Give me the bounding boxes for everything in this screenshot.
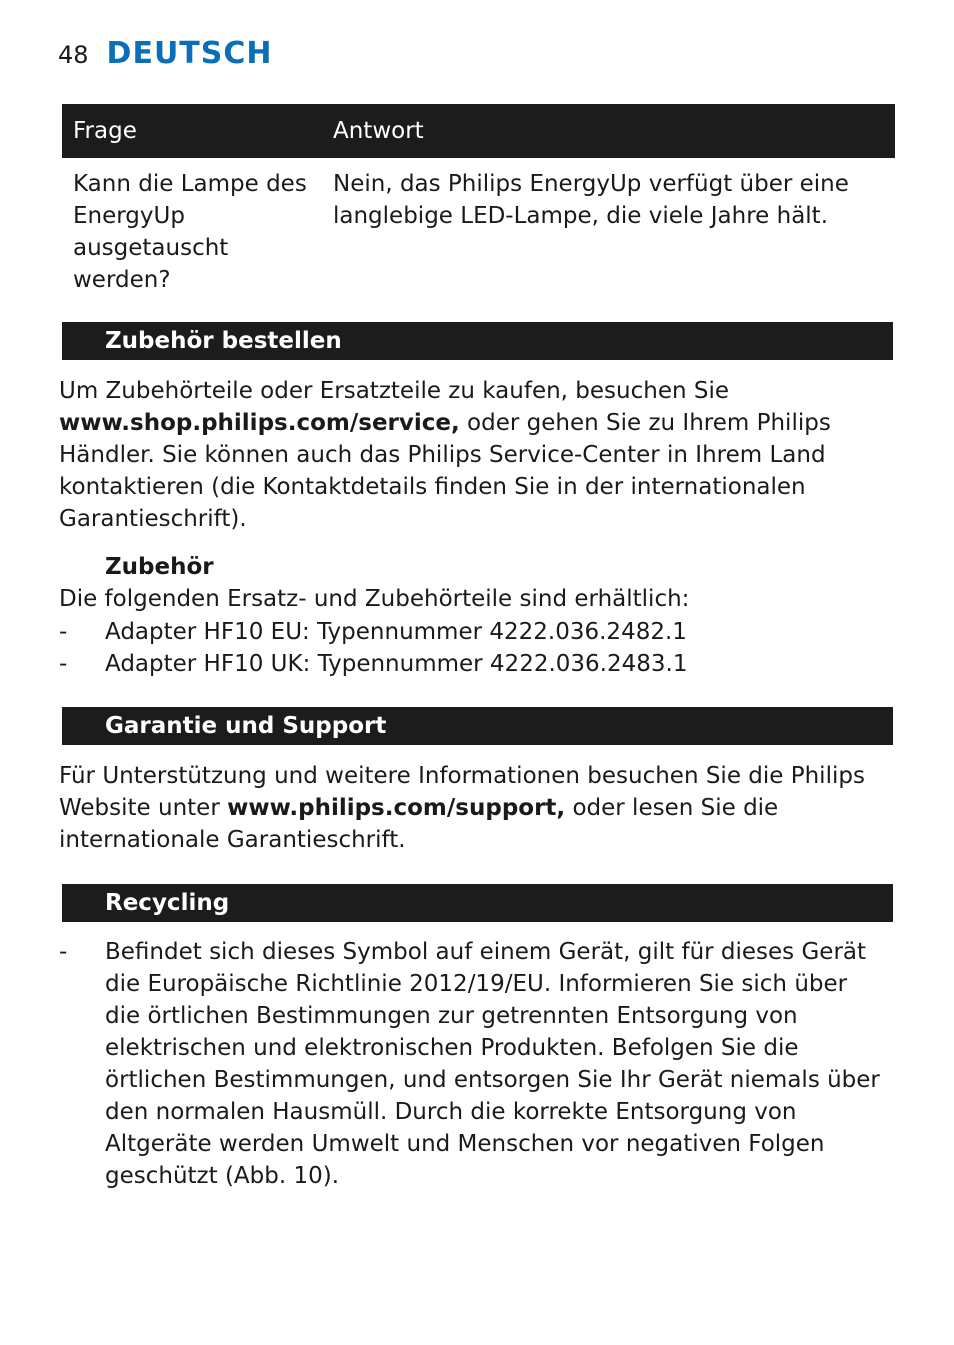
faq-question: Kann die Lampe des EnergyUp ausgetauscht werden? (73, 171, 307, 293)
support-paragraph (59, 760, 889, 856)
language-title: DEUTSCH (106, 36, 273, 71)
list-dash: - (59, 651, 68, 677)
faq-col-question: Frage (73, 118, 137, 144)
accessories-subheading: Zubehör (105, 554, 214, 580)
section-heading-recycling: Recycling (62, 884, 893, 922)
list-item (59, 648, 889, 680)
list-dash: - (59, 619, 68, 645)
support-link[interactable]: www.philips.com/support, (227, 795, 566, 821)
accessory-item: Adapter HF10 EU: Typennummer 4222.036.2482.1 (105, 619, 687, 645)
table-row (62, 158, 895, 296)
order-text-start: Um Zubehörteile oder Ersatzteile zu kaufen, besuchen Sie (59, 378, 730, 404)
faq-answer: Nein, das Philips EnergyUp verfügt über eine langlebige LED-Lampe, die viele Jahre hält. (333, 171, 849, 229)
list-dash: - (59, 939, 68, 965)
list-item (59, 616, 889, 648)
list-item (59, 936, 889, 1192)
recycling-text: Befindet sich dieses Symbol auf einem Gerät, gilt für dieses Gerät die Europäische Richtlinie 2012/19/EU. Informieren Sie sich über die örtlichen Bestimmungen zur getrennten Entsorgung von elektrischen und elektronischen Produkten. Befolgen Sie die örtlichen Bestimmungen, und entsorgen Sie Ihr Gerät niemals über den normalen Hausmüll. Durch die korrekte Entsorgung von Altgeräte werden Umwelt und Menschen vor negativen Folgen geschützt (Abb. 10). (105, 939, 880, 1189)
accessory-item: Adapter HF10 UK: Typennummer 4222.036.2483.1 (105, 651, 688, 677)
support-text-start: Für Unterstützung und weitere Informationen besuchen Sie die Philips Website unter (59, 763, 865, 821)
faq-col-answer: Antwort (333, 118, 424, 144)
faq-header-row (62, 104, 895, 158)
page-header (58, 36, 273, 72)
section-heading-support: Garantie und Support (62, 707, 893, 745)
section-heading-order: Zubehör bestellen (62, 322, 893, 360)
shop-link[interactable]: www.shop.philips.com/service, (59, 410, 460, 436)
page-number: 48 (58, 41, 89, 69)
accessories-intro: Die folgenden Ersatz- und Zubehörteile sind erhältlich: (59, 586, 690, 612)
order-text-end: oder gehen Sie zu Ihrem Philips Händler. Sie können auch das Philips Service-Center in Ihrem Land kontaktieren (die Kontaktdetails finden Sie in der internationalen Garantieschrift). (59, 410, 831, 532)
order-paragraph (59, 375, 889, 535)
faq-table (62, 104, 895, 296)
support-text-end: oder lesen Sie die internationale Garantieschrift. (59, 795, 779, 853)
